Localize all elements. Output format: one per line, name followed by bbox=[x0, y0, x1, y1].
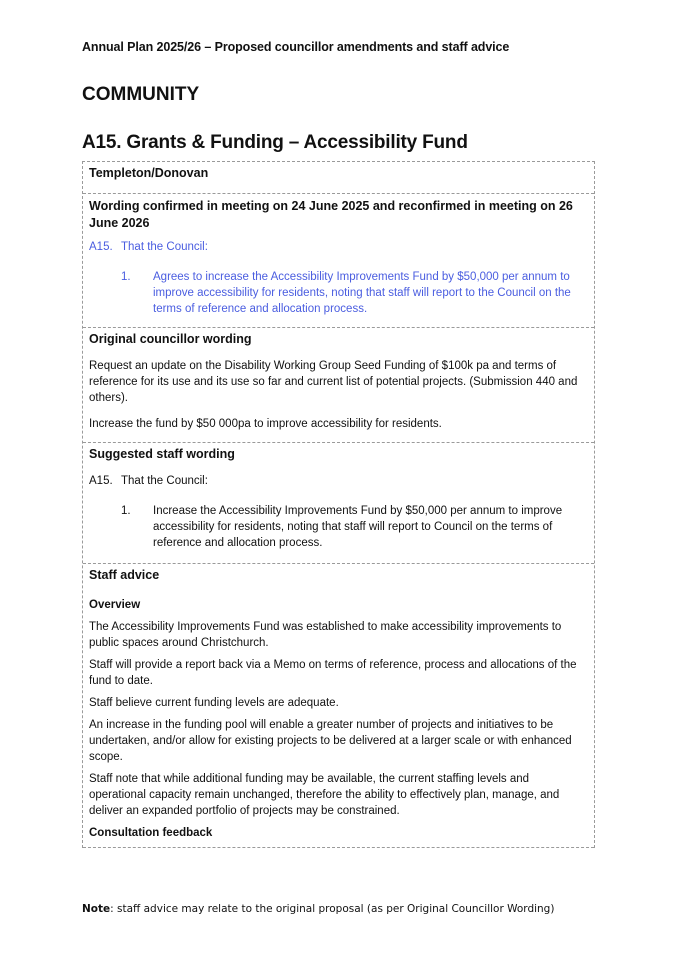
resolution-intro: That the Council: bbox=[121, 241, 208, 253]
resolution-number: A15. bbox=[89, 475, 113, 487]
amendment-table bbox=[82, 161, 595, 848]
confirmed-wording-heading: Wording confirmed in meeting on 24 June 2025 and reconfirmed in meeting on 26 June 2026 bbox=[89, 199, 573, 230]
consultation-feedback-heading: Consultation feedback bbox=[89, 827, 213, 839]
item-text: Increase the Accessibility Improvements Fund by $50,000 per annum to improve accessibility for residents, noting that staff will report to Council on the terms of reference and allocation process. bbox=[153, 505, 563, 549]
suggested-resolution-label bbox=[89, 473, 588, 489]
staff-advice-heading: Staff advice bbox=[89, 568, 160, 582]
original-paragraph: Increase the fund by $50 000pa to improve accessibility for residents. bbox=[89, 418, 442, 430]
resolution-intro: That the Council: bbox=[121, 475, 208, 487]
item-title: A15. Grants & Funding – Accessibility Fund bbox=[82, 132, 468, 153]
item-number: 1. bbox=[121, 271, 131, 283]
movers: Templeton/Donovan bbox=[89, 166, 209, 180]
advice-paragraph: The Accessibility Improvements Fund was established to make accessibility improvements to public spaces around Christchurch. bbox=[89, 621, 562, 649]
suggested-wording-heading: Suggested staff wording bbox=[89, 447, 235, 461]
section-title: COMMUNITY bbox=[82, 84, 200, 105]
original-wording-heading: Original councillor wording bbox=[89, 332, 252, 346]
advice-paragraph: Staff believe current funding levels are adequate. bbox=[89, 697, 339, 709]
resolution-number: A15. bbox=[89, 241, 113, 253]
advice-paragraph: An increase in the funding pool will enable a greater number of projects and initiatives to be undertaken, and/or allow for existing projects to be delivered at a larger scale or with enhanced scope. bbox=[89, 719, 572, 763]
confirmed-resolution-item bbox=[89, 269, 588, 317]
running-header: Annual Plan 2025/26 – Proposed councillor amendments and staff advice bbox=[82, 40, 510, 54]
note-label: Note bbox=[82, 903, 111, 915]
confirmed-resolution-label bbox=[89, 239, 588, 255]
item-number: 1. bbox=[121, 505, 131, 517]
staff-advice-row bbox=[83, 564, 594, 848]
confirmed-wording-row bbox=[83, 194, 594, 328]
movers-row bbox=[83, 162, 594, 194]
note-text: : staff advice may relate to the original proposal (as per Original Councillor Wording) bbox=[110, 903, 555, 915]
suggested-resolution-item bbox=[89, 503, 588, 551]
overview-heading: Overview bbox=[89, 599, 141, 611]
item-text: Agrees to increase the Accessibility Improvements Fund by $50,000 per annum to improve accessibility for residents, noting that staff will report to the Council on the terms of reference and allocation process. bbox=[153, 271, 571, 315]
original-paragraph: Request an update on the Disability Working Group Seed Funding of $100k pa and terms of reference for its use and its use so far and current list of potential projects. (Submission 440 and others). bbox=[89, 360, 578, 404]
footer-note bbox=[82, 903, 554, 915]
original-wording-row bbox=[83, 328, 594, 443]
advice-paragraph: Staff will provide a report back via a Memo on terms of reference, process and allocations of the fund to date. bbox=[89, 659, 577, 687]
advice-paragraph: Staff note that while additional funding may be available, the current staffing levels and operational capacity remain unchanged, therefore the ability to effectively plan, manage, and deliver an expanded portfolio of projects may be constrained. bbox=[89, 773, 560, 817]
suggested-wording-row bbox=[83, 443, 594, 564]
